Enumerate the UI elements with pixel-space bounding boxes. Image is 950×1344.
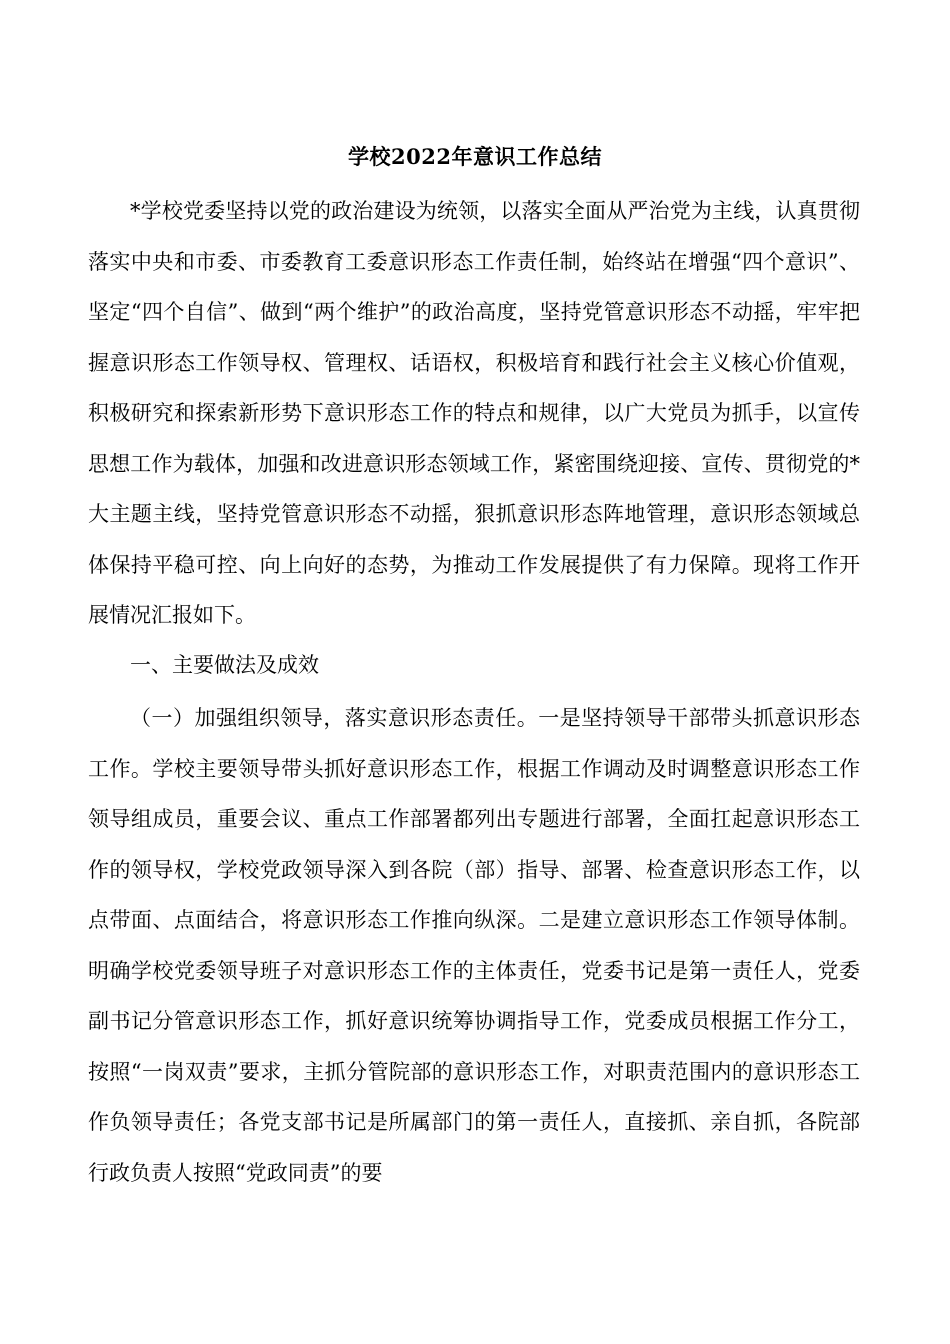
section-heading-text: 一、主要做法及成效: [130, 653, 319, 677]
paragraph-text: *学校党委坚持以党的政治建设为统领，以落实全面从严治党为主线，认真贯彻落实中央和市委、市委教育工委意识形态工作责任制，始终站在增强“四个意识”、坚定“四个自信”、做到“两个维护”的政治高度，坚持党管意识形态不动摇，牢牢把握意识形态工作领导权、管理权、话语权，积极培育和践行社会主义核心价值观，积极研究和探索新形势下意识形态工作的特点和规律，以广大党员为抓手，以宣传思想工作为载体，加强和改进意识形态领域工作，紧密围绕迎接、宣传、贯彻党的*大主题主线，坚持党管意识形态不动摇，狠抓意识形态阵地管理，意识形态领域总体保持平稳可控、向上向好的态势，为推动工作发展提供了有力保障。现将工作开展情况汇报如下。: [88, 199, 860, 627]
paragraph-intro: [88, 186, 860, 641]
paragraph-section-1: [88, 693, 860, 1198]
section-heading: [88, 640, 860, 691]
paragraph-text: （一）加强组织领导，落实意识形态责任。一是坚持领导干部带头抓意识形态工作。学校主要领导带头抓好意识形态工作，根据工作调动及时调整意识形态工作领导组成员，重要会议、重点工作部署都列出专题进行部署，全面扛起意识形态工作的领导权，学校党政领导深入到各院（部）指导、部署、检查意识形态工作，以点带面、点面结合，将意识形态工作推向纵深。二是建立意识形态工作领导体制。明确学校党委领导班子对意识形态工作的主体责任，党委书记是第一责任人，党委副书记分管意识形态工作，抓好意识统筹协调指导工作，党委成员根据工作分工，按照“一岗双责”要求，主抓分管院部的意识形态工作，对职责范围内的意识形态工作负领导责任；各党支部书记是所属部门的第一责任人，直接抓、亲自抓，各院部行政负责人按照“党政同责”的要: [88, 706, 860, 1185]
document-title: 学校2022年意识工作总结: [348, 144, 602, 169]
